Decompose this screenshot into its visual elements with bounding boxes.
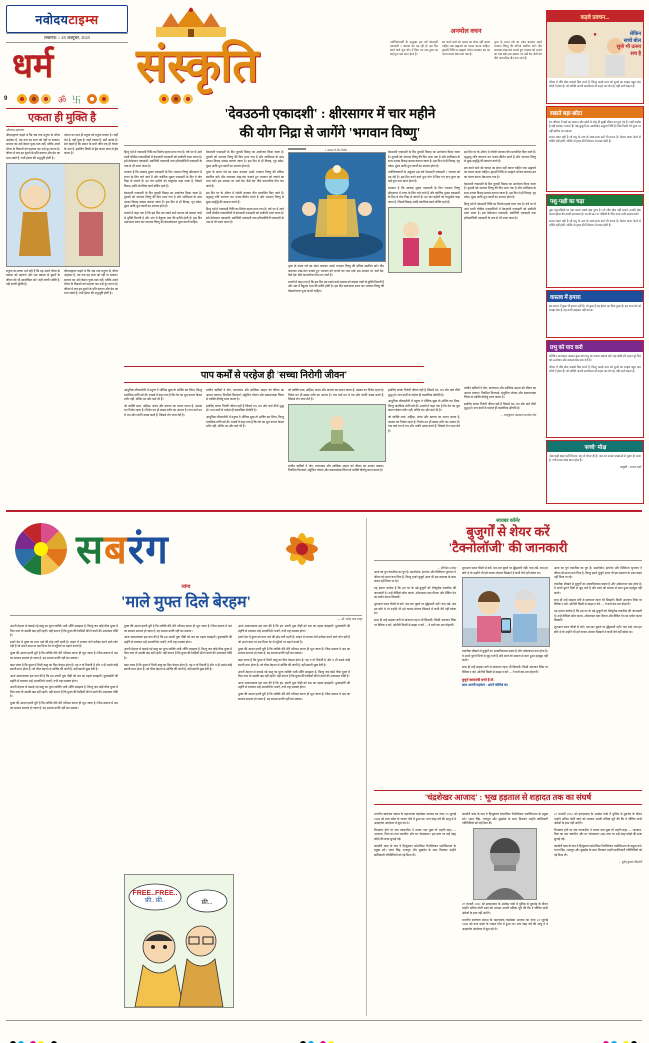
kadve-sub2: सच्चे बोल [623, 38, 641, 44]
svg-text:●: ● [593, 32, 597, 39]
azad-byline: — सुरेंद्र कुमार किशोरी [618, 859, 642, 864]
ekta-hi-mukti-block [6, 108, 118, 296]
color-wheel-icon [10, 520, 72, 578]
sabrang-syllable-rang: रंग [127, 527, 169, 572]
svg-text:FREE..FREE..: FREE..FREE.. [132, 890, 178, 897]
deity-illustration-left [6, 163, 120, 267]
anmol-vachan-block [390, 20, 542, 100]
azad-col-2: काकोरी कांड के बाद वे हिन्दुस्तान सोशलिस्ट रिपब्लिकन एसोसिएशन के प्रमुख बने। भगत सिंह, राजगुरु और सुखदेव के साथ मिलकर उन्होंने क्रांतिकारी गतिविधियों को नई दिशा दी। 27 फरवरी 1931 को इलाहाबाद के अल्फ्रेड पार्क में पुलिस से मुठभेड़ के दौरान उन्होंने अंतिम गोली स्वयं को मारकर अपनी प्रतिज्ञा पूरी की कि वे जीवित कभी अंग्रेजों के हाथ नहीं आएँगे। भारतीय स्वतंत्रता संग्राम के महानायक चंद्रशेखर आजाद का जन्म 23 जुलाई 1906 को मध्य प्रदेश के भाबरा गाँव में हुआ था। मात्र पंद्रह वर्ष की आयु में वे असहयोग आंदोलन में कूद पड़े थे। [462, 812, 548, 931]
kadve-pravachan-box [546, 10, 644, 104]
lead-col-4: देवउठनी एकादशी के दिन तुलसी विवाह का आयोजन किया जाता है। तुलसी को भगवान विष्णु की प्रिय माना गया है और शालिग्राम के साथ उनका विवाह सम्पन्न कराया जाता है। इस दिन से ही विवाह, गृह प्रवेश, मुंडन आदि शुभ कार्यों का आरम्भ होता है। ज्योतिषाचार्यों के अनुसार इस वर्ष देवउठनी एकादशी 1 नवम्बर को पड़ रही है। इस दिन बनने वाले शुभ योग में किए गए दान-पुण्य का कई गुना फल प्राप्त होता है। मान्यता है कि आषाढ़ शुक्ल एकादशी के दिन भगवान विष्णु क्षीरसागर में शयन के लिए चले जाते हैं और कार्तिक शुक्ल एकादशी के दिन वे योग निद्रा से जागते हैं। इन चार महीनों को चातुर्मास कहा जाता है, जिसमें विवाह आदि मांगलिक कार्य वर्जित रहते हैं। [388, 150, 460, 360]
lead-col-5: इस दिन घर के आँगन में रंगोली बनाकर दीप प्रज्वलित किए जाते हैं। श्रद्धालु रात्रि जागरण कर भजन-कीर्तन करते हैं और भगवान विष्णु से सुख-समृद्धि की कामना करते हैं। व्रत करने वाले को चावल का सेवन नहीं करना चाहिए तथा ब्रह्मचर्य का पालन करना चाहिए। द्वादशी तिथि पर ब्राह्मण भोजन कराकर व्रत का पारण करना श्रेष्ठ माना गया है। देवउठनी एकादशी के दिन तुलसी विवाह का आयोजन किया जाता है। तुलसी को भगवान विष्णु की प्रिय माना गया है और शालिग्राम के साथ उनका विवाह सम्पन्न कराया जाता है। इस दिन से ही विवाह, गृह प्रवेश, मुंडन आदि शुभ कार्यों का आरम्भ होता है। हिन्दू धर्म में एकादशी तिथि का विशेष महत्व माना गया है। वर्ष भर में आने वाली चौबीस एकादशियों में देवउठनी एकादशी को सर्वोपरि माना जाता है। इसे देवोत्थान एकादशी, प्रबोधिनी एकादशी तथा हरिप्रबोधिनी एकादशी के नाम से भी जाना जाता है। [464, 150, 536, 220]
azad-col-1: भारतीय स्वतंत्रता संग्राम के महानायक चंद्रशेखर आजाद का जन्म 23 जुलाई 1906 को मध्य प्रदेश के भाबरा गाँव में हुआ था। मात्र पंद्रह वर्ष की आयु में वे असहयोग आंदोलन में कूद पड़े थे। गिरफ्तार होने पर जब न्यायाधीश ने उनका नाम पूछा तो उन्होंने कहा — 'आजाद', पिता का नाम 'स्वाधीन' और घर 'जेलखाना'। इस उत्तर पर उन्हें पंद्रह कोड़ों की सजा सुनाई गई। काकोरी कांड के बाद वे हिन्दुस्तान सोशलिस्ट रिपब्लिकन एसोसिएशन के प्रमुख बने। भगत सिंह, राजगुरु और सुखदेव के साथ मिलकर उन्होंने क्रांतिकारी गतिविधियों को नई दिशा दी। [374, 812, 456, 857]
pap-col-2: प्राचीन ऋषियों ने योग, प्राणायाम और सात्विक आहार को जीवन का आधार बताया। नियमित दिनचर्या, संतुलित भोजन और सकारात्मक चिंतन से व्यक्ति दीर्घायु प्राप्त करता है। इसलिए सच्चा निरोगी जीवन वही है जिसमें तन, मन और कर्म तीनों शुद्ध हों। पाप कर्मों से परहेज ही वास्तविक औषधि है। आधुनिक जीवनशैली में मनुष्य ने भौतिक सुख तो अर्जित कर लिया, किन्तु मानसिक शांति खो दी। शास्त्रों में कहा गया है कि रोग का मूल कारण केवल शरीर नहीं, बल्कि मन और कर्म भी हैं। [206, 388, 284, 429]
prabhu-title: प्रभु को याद करो [547, 341, 643, 352]
ekta-byline: श्रीराधव महाराज [6, 128, 24, 133]
pashu-pakshi-body: मूक पशु-पक्षियों पर दया करना सबसे बड़ा पुण्य है। जो जीव बोल नहीं सकते, उनकी सेवा करना ईश्वर की सच्ची आराधना है। घर की छत पर पक्षियों के लिए दाना-पानी अवश्य रखें। [549, 208, 641, 217]
elderly-technology-photo [462, 577, 550, 647]
anmol-vachan-text: ज्योतिषाचार्यों के अनुसार इस वर्ष देवउठनी एकादशी 1 नवम्बर को पड़ रही है। इस दिन बनने वाले शुभ योग में किए गए दान-पुण्य का कई गुना फल प्राप्त होता है। व्रत करने वाले को चावल का सेवन नहीं करना चाहिए तथा ब्रह्मचर्य का पालन करना चाहिए। द्वादशी तिथि पर ब्राह्मण भोजन कराकर व्रत का पारण करना श्रेष्ठ माना गया है। पूजा के समय गन्ने का मंडप बनाकर उसमें भगवान विष्णु की प्रतिमा स्थापित करें। दीप जलाकर शंख-घंटा बजाते हुए भगवान को जगाने का भाव रखें। इस अवसर पर 'उठो देव, बैठो देव' जैसे पारम्परिक गीत गाए जाते हैं। [390, 39, 542, 61]
sabrang-syllable-sa: स [76, 527, 105, 572]
tech-col-3: आज का युग तकनीक का युग है। स्मार्टफोन, इंटरनेट और डिजिटल भुगतान ने जीवन को सरल बना दिया है, किन्तु हमारे बुजुर्ग आज भी इस बदलाव के साथ कदम नहीं मिला पा रहे। तकनीक सीखने से बुजुर्गों का आत्मविश्वास बढ़ता है और अकेलापन कम होता है। वे अपने पुराने मित्रों से जुड़ पाते हैं और स्वयं को समाज से कटा हुआ महसूस नहीं करते। साथ ही उन्हें साइबर ठगी से सावधान रहना भी सिखाएँ। किसी अनजान लिंक पर क्लिक न करें, ओटीपी किसी से साझा न करें — ये बातें बार-बार दोहराएँ। यह हमारा कर्तव्य है कि हम घर के बड़े-बुजुर्गों को धैर्यपूर्वक तकनीक की जानकारी दें। उन्हें वीडियो कॉल करना, ऑनलाइन दवा मँगाना और बैंकिंग ऐप का प्रयोग करना सिखाएँ। शुरुआत सरल चीज़ों से करें। बार-बार पूछने पर झुँझलाएँ नहीं। याद रखें, जब हम छोटे थे तो उन्होंने भी हमें चलना-बोलना सिखाने में कभी धैर्य नहीं खोया था। [554, 566, 642, 634]
ekta-body2: मनुष्य का सच्चा धर्म यही है कि वह अपने भीतर के प्रकाश को पहचाने और उस प्रकाश से दूसरों के जीवन को भी आलोकित करे। यही सच्ची भक्ति है, यही सच्ची मुक्ति है। श्रीरामकृष्ण कहते थे कि जब तक मनुष्य के भीतर अहंकार है, तब तक वह सत्य को नहीं पा सकता। साधना का अर्थ केवल पूजा-पाठ नहीं, बल्कि अपने भीतर के विकारों को पहचान कर उन्हें दूर करना है। जीवन में जब हम दूसरों के प्रति करुणा और प्रेम का भाव रखते हैं, तभी ईश्वर की अनुभूति होती है। [6, 268, 118, 296]
pap-karmon-title: पाप कर्मों से परहेज ही 'सच्चा निरोगी जीवन' [200, 371, 348, 381]
pap-col-4: इसलिए सच्चा निरोगी जीवन वही है जिसमें तन, मन और कर्म तीनों शुद्ध हों। पाप कर्मों से परहेज ही वास्तविक औषधि है। आधुनिक जीवनशैली में मनुष्य ने भौतिक सुख तो अर्जित कर लिया, किन्तु मानसिक शांति खो दी। शास्त्रों में कहा गया है कि रोग का मूल कारण केवल शरीर नहीं, बल्कि मन और कर्म भी हैं। जो व्यक्ति सत्य, अहिंसा, संयम और करुणा का पालन करता है, उसका मन निर्मल रहता है। निर्मल मन ही स्वस्थ शरीर का आधार है। पाप कर्म मन में भय और ग्लानि उत्पन्न करते हैं, जिससे रोग जन्म लेते हैं। [388, 388, 460, 433]
tech-sub-caption: बुजुर्ग स्वावलंबी बनते हैं तो.. [462, 677, 495, 682]
prabhu-body2: जीवन में मीठे बोल सबको प्रिय लगते हैं, किन्तु कड़वे सत्य को सुनने का साहस बहुत कम लोगों में होता है। जो व्यक्ति अपनी आलोचना को सहन कर लेता है, वही आगे बढ़ता है। [549, 364, 641, 373]
rakhate-body2: सच्चा भक्त वही है जो प्रभु के नाम के साथ-साथ कर्म भी करता है। केवल माला फेरने से भक्ति नहीं होती, भक्ति तो हृदय की निर्मलता से प्रकट होती है। [549, 134, 641, 143]
tech-col-2: शुरुआत सरल चीज़ों से करें। बार-बार पूछने पर झुँझलाएँ नहीं। याद रखें, जब हम छोटे थे तो उन्होंने भी हमें चलना-बोलना सिखाने में कभी धैर्य नहीं खोया था। तकनीक सीखने से बुजुर्गों का आत्मविश्वास बढ़ता है और अकेलापन कम होता है। वे अपने पुराने मित्रों से जुड़ पाते हैं और स्वयं को समाज से कटा हुआ महसूस नहीं करते। साथ ही उन्हें साइबर ठगी से सावधान रहना भी सिखाएँ। किसी अनजान लिंक पर क्लिक न करें, ओटीपी किसी से साझा न करें — ये बातें बार-बार दोहराएँ। बुजुर्ग स्वावलंबी बनते हैं तो.. साथ अपनी पहचान : अपने कॉलेज का [462, 566, 548, 687]
svg-text:卐: 卐 [72, 95, 82, 105]
tech-col-1: — दीपिका अरोड़ा आज का युग तकनीक का युग है। स्मार्टफोन, इंटरनेट और डिजिटल भुगतान ने जीवन को सरल बना दिया है, किन्तु हमारे बुजुर्ग आज भी इस बदलाव के साथ कदम नहीं मिला पा रहे। यह हमारा कर्तव्य है कि हम घर के बड़े-बुजुर्गों को धैर्यपूर्वक तकनीक की जानकारी दें। उन्हें वीडियो कॉल करना, ऑनलाइन दवा मँगाना और बैंकिंग ऐप का प्रयोग करना सिखाएँ। शुरुआत सरल चीज़ों से करें। बार-बार पूछने पर झुँझलाएँ नहीं। याद रखें, जब हम छोटे थे तो उन्होंने भी हमें चलना-बोलना सिखाने में कभी धैर्य नहीं खोया था। साथ ही उन्हें साइबर ठगी से सावधान रहना भी सिखाएँ। किसी अनजान लिंक पर क्लिक न करें, ओटीपी किसी से साझा न करें — ये बातें बार-बार दोहराएँ। [374, 566, 456, 627]
tech-article-header [374, 518, 642, 560]
moksh-byline: प्रस्तुति : अभय शर्मा [619, 464, 641, 469]
kadve-sub3: सुनो भी उतना [616, 45, 641, 51]
rakhate-body: घर-परिवार में बड़ों का सम्मान और छोटों से स्नेह ही सुखी जीवन का मूल मंत्र है। जहाँ मर्यादा है वहीं संस्कार पनपते हैं। बड़े-बुजुर्गों का आशीर्वाद अमूल्य निधि है जिसे किसी भी मूल्य पर नहीं खरीदा जा सकता। [549, 120, 641, 133]
pashu-pakshi-title: पशु-पक्षी का चढ़ा [547, 195, 643, 206]
publication-logo [6, 5, 128, 33]
ekta-title: एकता ही मुक्ति है [27, 112, 97, 125]
vyangya-col-3: आज आवश्यकता इस बात की है कि हम अपनी युवा पीढ़ी को श्रम का महत्व समझाएँ। मुफ्तखोरी की प्रवृत्ति से बचाकर उन्हें आत्मनिर्भर बनाएँ, तभी राष्ट्र सशक्त होगा। हमारे देश में मुफ्त का माल पाने की होड़ लगी रहती है। लाइन में लगकर घंटों प्रतीक्षा करने वाले लोग वही हैं जो अपने काम पर दस मिनट देर से पहुँचने पर बहाने बनाते हैं। मुफ्त की आदत इतनी बुरी है कि व्यक्ति धीरे-धीरे परिश्रम करना ही भूल जाता है। जिस समाज में श्रम का सम्मान समाप्त हो जाता है, वह समाज प्रगति नहीं कर सकता। कहा जाता है कि मुफ्त में मिली वस्तु का दिल बेरहम होता है। वह न तो टिकती है और न ही उससे कोई स्थायी लाभ होता है। जो चीज़ मेहनत से अर्जित की जाती है, वही स्थायी सुख देती है। अपनी मेहनत से कमाई गई वस्तु का मूल्य व्यक्ति भली-भाँति समझता है, किन्तु जब कोई चीज़ मुफ्त में मिल जाए तो उसकी कद्र नहीं रहती। यही कारण है कि मुफ्त की रेवड़ियाँ बाँटने वालों की आजकल चाँदी है। आज आवश्यकता इस बात की है कि हम अपनी युवा पीढ़ी को श्रम का महत्व समझाएँ। मुफ्तखोरी की प्रवृत्ति से बचाकर उन्हें आत्मनिर्भर बनाएँ, तभी राष्ट्र सशक्त होगा। मुफ्त की आदत इतनी बुरी है कि व्यक्ति धीरे-धीरे परिश्रम करना ही भूल जाता है। जिस समाज में श्रम का सम्मान समाप्त हो जाता है, वह समाज प्रगति नहीं कर सकता। [238, 624, 350, 701]
lead-photo-caption: 1 नवम्बर के दिन विशेष [325, 149, 347, 152]
anmol-vachan-kicker: अनमोल वचन [450, 28, 482, 35]
title-dharma: धर्म [12, 48, 54, 85]
title-sanskriti: संस्कृति [136, 40, 259, 91]
flower-strip-decoration [14, 92, 194, 106]
vyangya-label: व्यंग्य [181, 585, 191, 590]
prabhu-ko-yaad-karo-box [546, 340, 644, 438]
ekta-body: श्रीरामकृष्ण कहते थे कि जब तक मनुष्य के भीतर अहंकार है, तब तक वह सत्य को नहीं पा सकता। साधना का अर्थ केवल पूजा-पाठ नहीं, बल्कि अपने भीतर के विकारों को पहचान कर उन्हें दूर करना है। जीवन में जब हम दूसरों के प्रति करुणा और प्रेम का भाव रखते हैं, तभी ईश्वर की अनुभूति होती है। एकता का भाव ही मनुष्य को मनुष्य बनाता है। जहाँ भेद है, वहाँ दुःख है; जहाँ एकत्व है, वहाँ आनंद है। संत कहते हैं कि संसार के सभी जीव एक ही चेतना के अंश हैं, इसलिए किसी से द्वेष करना स्वयं से द्वेष करना है। [6, 133, 118, 160]
azad-portrait [473, 828, 537, 900]
pashu-pakshi-box [546, 194, 644, 288]
rakhate-bada-chhota-box [546, 106, 644, 192]
cartoon-illustration [124, 874, 234, 1008]
svg-text:फ्री...: फ्री... [201, 900, 213, 906]
tech-title-line1: बुजुर्गों से शेयर करें [466, 524, 550, 539]
kadve-sub1: लेकिन [629, 32, 641, 38]
tech-label: सायबर कॉर्नर [496, 519, 520, 524]
moksh-body: मोक्ष कहीं बाहर नहीं मिलता, वह तो भीतर ही है। जब मन समस्त इच्छाओं से मुक्त हो जाता है, तभी सच्चा मोक्ष प्राप्त होता है। [549, 454, 641, 463]
flower-icon [272, 522, 332, 576]
azad-col-3: 27 फरवरी 1931 को इलाहाबाद के अल्फ्रेड पार्क में पुलिस से मुठभेड़ के दौरान उन्होंने अंतिम गोली स्वयं को मारकर अपनी प्रतिज्ञा पूरी की कि वे जीवित कभी अंग्रेजों के हाथ नहीं आएँगे। गिरफ्तार होने पर जब न्यायाधीश ने उनका नाम पूछा तो उन्होंने कहा — 'आजाद', पिता का नाम 'स्वाधीन' और घर 'जेलखाना'। इस उत्तर पर उन्हें पंद्रह कोड़ों की सजा सुनाई गई। काकोरी कांड के बाद वे हिन्दुस्तान सोशलिस्ट रिपब्लिकन एसोसिएशन के प्रमुख बने। भगत सिंह, राजगुरु और सुखदेव के साथ मिलकर उन्होंने क्रांतिकारी गतिविधियों को नई दिशा दी। — सुरेंद्र कुमार किशोरी [554, 812, 642, 864]
rakhate-title: रखाते बड़ा-छोटा [547, 107, 643, 118]
section-divider [6, 510, 642, 512]
masthead [6, 5, 378, 97]
kadve-sub4: सच है [630, 51, 641, 57]
tech-byline: — दीपिका अरोड़ा [437, 566, 456, 570]
tech-title-line2: 'टैक्नोलॉजी' की जानकारी [448, 540, 568, 556]
vyangya-byline: — डॉ. नरेन्द्र नाथ लाहा [337, 616, 362, 621]
lead-col-3: पूजा के समय गन्ने का मंडप बनाकर उसमें भगवान विष्णु की प्रतिमा स्थापित करें। दीप जलाकर शंख-घंटा बजाते हुए भगवान को जगाने का भाव रखें। इस अवसर पर 'उठो देव, बैठो देव' जैसे पारम्परिक गीत गाए जाते हैं। शास्त्रों में कहा गया है कि इस दिन व्रत रखने वाले साधक को समस्त पापों से मुक्ति मिलती है और अंत में वैकुण्ठ धाम की प्राप्ति होती है। इस दिन प्रातःकाल स्नान कर भगवान विष्णु की षोडशोपचार पूजा करनी चाहिए। [288, 264, 384, 293]
puja-illustration [388, 207, 462, 273]
vishnu-photo [288, 152, 386, 262]
kadve-pravachan-body: जीवन में मीठे बोल सबको प्रिय लगते हैं, किन्तु कड़वे सत्य को सुनने का साहस बहुत कम लोगों में होता है। जो व्यक्ति अपनी आलोचना को सहन कर लेता है, वही आगे बढ़ता है। [549, 80, 641, 89]
sachche-moksh-box [546, 440, 644, 504]
lead-headline-line1: 'देवउठनी एकादशी' : क्षीरसागर में चार महीने [224, 106, 436, 121]
lead-col-2: देवउठनी एकादशी के दिन तुलसी विवाह का आयोजन किया जाता है। तुलसी को भगवान विष्णु की प्रिय माना गया है और शालिग्राम के साथ उनका विवाह सम्पन्न कराया जाता है। इस दिन से ही विवाह, गृह प्रवेश, मुंडन आदि शुभ कार्यों का आरम्भ होता है। पूजा के समय गन्ने का मंडप बनाकर उसमें भगवान विष्णु की प्रतिमा स्थापित करें। दीप जलाकर शंख-घंटा बजाते हुए भगवान को जगाने का भाव रखें। इस अवसर पर 'उठो देव, बैठो देव' जैसे पारम्परिक गीत गाए जाते हैं। इस दिन घर के आँगन में रंगोली बनाकर दीप प्रज्वलित किए जाते हैं। श्रद्धालु रात्रि जागरण कर भजन-कीर्तन करते हैं और भगवान विष्णु से सुख-समृद्धि की कामना करते हैं। हिन्दू धर्म में एकादशी तिथि का विशेष महत्व माना गया है। वर्ष भर में आने वाली चौबीस एकादशियों में देवउठनी एकादशी को सर्वोपरि माना जाता है। इसे देवोत्थान एकादशी, प्रबोधिनी एकादशी तथा हरिप्रबोधिनी एकादशी के नाम से भी जाना जाता है। [206, 150, 284, 225]
pashu-pakshi-body2: सच्चा भक्त वही है जो प्रभु के नाम के साथ-साथ कर्म भी करता है। केवल माला फेरने से भक्ति नहीं होती, भक्ति तो हृदय की निर्मलता से प्रकट होती है। [549, 218, 641, 227]
logo-text-primary: नवोदय [35, 12, 69, 27]
vastav-body: इस संसार में कुछ भी हमारा नहीं है। जो कुछ है वह ईश्वर का दिया हुआ है। इस सत्य को जो समझ लेता है, वह कभी अहंकार नहीं करता। [549, 304, 641, 313]
dateline: लखनऊ ○ 28 अक्टूबर, 2025 [6, 33, 128, 43]
moksh-title: 'सच्चे' मोक्ष [547, 441, 643, 452]
azad-title: 'चंद्रशेखर आजाद' : भूख हड़ताल से शहादत तक का संघर्ष [424, 793, 592, 802]
pap-col-5: प्राचीन ऋषियों ने योग, प्राणायाम और सात्विक आहार को जीवन का आधार बताया। नियमित दिनचर्या, संतुलित भोजन और सकारात्मक चिंतन से व्यक्ति दीर्घायु प्राप्त करता है। इसलिए सच्चा निरोगी जीवन वही है जिसमें तन, मन और कर्म तीनों शुद्ध हों। पाप कर्मों से परहेज ही वास्तविक औषधि है। — राजकुमार अग्रवाल/अशोक जैन [464, 386, 536, 418]
logo-text-secondary: टाइम्स [68, 12, 99, 27]
vastav-title: वास्तव में हमारा [547, 291, 643, 302]
pap-col-3: जो व्यक्ति सत्य, अहिंसा, संयम और करुणा का पालन करता है, उसका मन निर्मल रहता है। निर्मल मन ही स्वस्थ शरीर का आधार है। पाप कर्म मन में भय और ग्लानि उत्पन्न करते हैं, जिससे रोग जन्म लेते हैं। प्राचीन ऋषियों ने योग, प्राणायाम और सात्विक आहार को जीवन का आधार बताया। नियमित दिनचर्या, संतुलित भोजन और सकारात्मक चिंतन से व्यक्ति दीर्घायु प्राप्त करता है। [288, 388, 384, 473]
svg-text:फ्री.. फ्री..: फ्री.. फ्री.. [145, 898, 165, 904]
pap-karmon-block [124, 366, 424, 383]
lead-headline-line2: की योग निद्रा से जागेंगे 'भगवान विष्णु' [239, 124, 421, 140]
sabrang-logo-block [10, 518, 362, 580]
svg-text:ॐ: ॐ [58, 95, 67, 105]
vyangya-col-1: अपनी मेहनत से कमाई गई वस्तु का मूल्य व्यक्ति भली-भाँति समझता है, किन्तु जब कोई चीज़ मुफ्त में मिल जाए तो उसकी कद्र नहीं रहती। यही कारण है कि मुफ्त की रेवड़ियाँ बाँटने वालों की आजकल चाँदी है। हमारे देश में मुफ्त का माल पाने की होड़ लगी रहती है। लाइन में लगकर घंटों प्रतीक्षा करने वाले लोग वही हैं जो अपने काम पर दस मिनट देर से पहुँचने पर बहाने बनाते हैं। मुफ्त की आदत इतनी बुरी है कि व्यक्ति धीरे-धीरे परिश्रम करना ही भूल जाता है। जिस समाज में श्रम का सम्मान समाप्त हो जाता है, वह समाज प्रगति नहीं कर सकता। कहा जाता है कि मुफ्त में मिली वस्तु का दिल बेरहम होता है। वह न तो टिकती है और न ही उससे कोई स्थायी लाभ होता है। जो चीज़ मेहनत से अर्जित की जाती है, वही स्थायी सुख देती है। आज आवश्यकता इस बात की है कि हम अपनी युवा पीढ़ी को श्रम का महत्व समझाएँ। मुफ्तखोरी की प्रवृत्ति से बचाकर उन्हें आत्मनिर्भर बनाएँ, तभी राष्ट्र सशक्त होगा। अपनी मेहनत से कमाई गई वस्तु का मूल्य व्यक्ति भली-भाँति समझता है, किन्तु जब कोई चीज़ मुफ्त में मिल जाए तो उसकी कद्र नहीं रहती। यही कारण है कि मुफ्त की रेवड़ियाँ बाँटने वालों की आजकल चाँदी है। मुफ्त की आदत इतनी बुरी है कि व्यक्ति धीरे-धीरे परिश्रम करना ही भूल जाता है। जिस समाज में श्रम का सम्मान समाप्त हो जाता है, वह समाज प्रगति नहीं कर सकता। [10, 624, 118, 710]
pap-byline: — राजकुमार अग्रवाल/अशोक जैन [500, 413, 536, 418]
lead-photo-wrap [288, 148, 384, 296]
cmyk-registration-marks [0, 1034, 649, 1041]
kadve-pravachan-title: कड़वे प्रवचन... [547, 11, 643, 22]
vyangya-title: 'माले मुफ्त दिले बेरहम' [121, 594, 251, 611]
vyangya-col-2: मुफ्त की आदत इतनी बुरी है कि व्यक्ति धीरे-धीरे परिश्रम करना ही भूल जाता है। जिस समाज में श्रम का सम्मान समाप्त हो जाता है, वह समाज प्रगति नहीं कर सकता। आज आवश्यकता इस बात की है कि हम अपनी युवा पीढ़ी को श्रम का महत्व समझाएँ। मुफ्तखोरी की प्रवृत्ति से बचाकर उन्हें आत्मनिर्भर बनाएँ, तभी राष्ट्र सशक्त होगा। अपनी मेहनत से कमाई गई वस्तु का मूल्य व्यक्ति भली-भाँति समझता है, किन्तु जब कोई चीज़ मुफ्त में मिल जाए तो उसकी कद्र नहीं रहती। यही कारण है कि मुफ्त की रेवड़ियाँ बाँटने वालों की आजकल चाँदी है। कहा जाता है कि मुफ्त में मिली वस्तु का दिल बेरहम होता है। वह न तो टिकती है और न ही उससे कोई स्थायी लाभ होता है। जो चीज़ मेहनत से अर्जित की जाती है, वही स्थायी सुख देती है। [124, 624, 232, 672]
sabrang-syllable-b: ब [104, 527, 128, 572]
page-number: 9 [4, 96, 8, 102]
lead-headline-block [124, 106, 536, 145]
azad-article-header [374, 790, 642, 805]
pap-col-1: आधुनिक जीवनशैली में मनुष्य ने भौतिक सुख तो अर्जित कर लिया, किन्तु मानसिक शांति खो दी। शास्त्रों में कहा गया है कि रोग का मूल कारण केवल शरीर नहीं, बल्कि मन और कर्म भी हैं। जो व्यक्ति सत्य, अहिंसा, संयम और करुणा का पालन करता है, उसका मन निर्मल रहता है। निर्मल मन ही स्वस्थ शरीर का आधार है। पाप कर्म मन में भय और ग्लानि उत्पन्न करते हैं, जिससे रोग जन्म लेते हैं। [124, 388, 202, 417]
yoga-photo [288, 404, 386, 462]
lead-col-1: हिन्दू धर्म में एकादशी तिथि का विशेष महत्व माना गया है। वर्ष भर में आने वाली चौबीस एकादशियों में देवउठनी एकादशी को सर्वोपरि माना जाता है। इसे देवोत्थान एकादशी, प्रबोधिनी एकादशी तथा हरिप्रबोधिनी एकादशी के नाम से भी जाना जाता है। मान्यता है कि आषाढ़ शुक्ल एकादशी के दिन भगवान विष्णु क्षीरसागर में शयन के लिए चले जाते हैं और कार्तिक शुक्ल एकादशी के दिन वे योग निद्रा से जागते हैं। इन चार महीनों को चातुर्मास कहा जाता है, जिसमें विवाह आदि मांगलिक कार्य वर्जित रहते हैं। देवउठनी एकादशी के दिन तुलसी विवाह का आयोजन किया जाता है। तुलसी को भगवान विष्णु की प्रिय माना गया है और शालिग्राम के साथ उनका विवाह सम्पन्न कराया जाता है। इस दिन से ही विवाह, गृह प्रवेश, मुंडन आदि शुभ कार्यों का आरम्भ होता है। शास्त्रों में कहा गया है कि इस दिन व्रत रखने वाले साधक को समस्त पापों से मुक्ति मिलती है और अंत में वैकुण्ठ धाम की प्राप्ति होती है। इस दिन प्रातःकाल स्नान कर भगवान विष्णु की षोडशोपचार पूजा करनी चाहिए। [124, 150, 202, 225]
vyangya-block [10, 584, 362, 621]
prabhu-body: प्रतिदिन प्रातःकाल उठकर कुछ क्षण प्रभु का स्मरण अवश्य करें। यह छोटी-सी आदत पूरे दिन को ऊर्जावान और सकारात्मक बना देती है। [549, 354, 641, 363]
tech-sub-head: साथ अपनी पहचान : अपने कॉलेज का [462, 682, 508, 687]
vastav-mein-hamara-box [546, 290, 644, 338]
